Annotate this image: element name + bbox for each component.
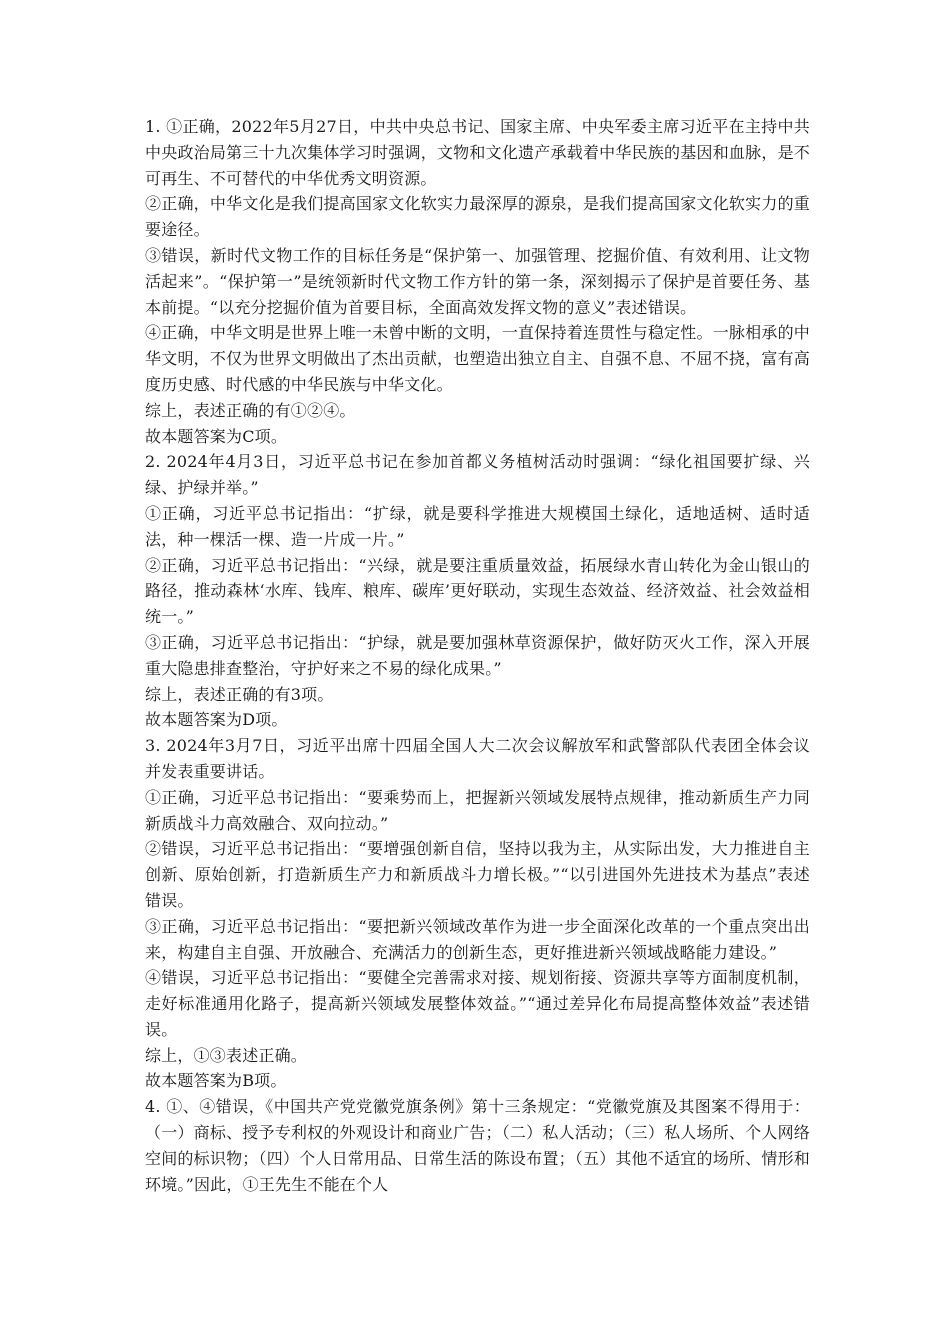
paragraph: ④正确，中华文明是世界上唯一未曾中断的文明，一直保持着连贯性与稳定性。一脉相承的中华文明，不仅为世界文明做出了杰出贡献，也塑造出独立自主、自强不息、不屈不挠，富有高度历史感、时代感的中华民族与中华文化。 — [145, 323, 810, 394]
paragraph: 故本题答案为C项。 — [145, 426, 288, 446]
paragraph: ③错误，新时代文物工作的目标任务是“保护第一、加强管理、挖掘价值、有效利用、让文物活起来”。“保护第一”是统领新时代文物工作方针的第一条，深刻揭示了保护是首要任务、基本前提。“以充分挖掘价值为首要目标，全面高效发挥文物的意义”表述错误。 — [145, 245, 810, 317]
paragraph: 故本题答案为D项。 — [145, 710, 288, 730]
paragraph: 4. ①、④错误，《中国共产党党徽党旗条例》第十三条规定：“党徽党旗及其图案不得用于：（一）商标、授予专利权的外观设计和商业广告；（二）私人活动；（三）私人场所、个人网络空间的标识物；（四）个人日常用品、日常生活的陈设布置；（五）其他不适宜的场所、情形和环境。”因此，①王先生不能在个人 — [145, 1097, 810, 1194]
document-body — [145, 114, 810, 1197]
paragraph: ③正确，习近平总书记指出：“要把新兴领域改革作为进一步全面深化改革的一个重点突出出来，构建自主自强、开放融合、充满活力的创新生态，更好推进新兴领域战略能力建设。” — [145, 916, 810, 962]
paragraph: 综上，表述正确的有①②④。 — [145, 400, 356, 420]
paragraph: 故本题答案为B项。 — [145, 1071, 287, 1091]
paragraph: ②错误，习近平总书记指出：“要增强创新自信，坚持以我为主，从实际出发，大力推进自主创新、原始创新，打造新质生产力和新质战斗力增长极。”“以引进国外先进技术为基点”表述错误。 — [145, 839, 810, 910]
paragraph: ①正确，习近平总书记指出：“扩绿，就是要科学推进大规模国土绿化，适地适树、适时适法，种一棵活一棵、造一片成一片。” — [145, 503, 810, 549]
paragraph: ④错误，习近平总书记指出：“要健全完善需求对接、规划衔接、资源共享等方面制度机制，走好标准通用化路子，提高新兴领域发展整体效益。”“通过差异化布局提高整体效益”表述错误。 — [145, 968, 810, 1039]
paragraph: 2. 2024年4月3日，习近平总书记在参加首都义务植树活动时强调：“绿化祖国要扩绿、兴绿、护绿并举。” — [145, 452, 810, 498]
paragraph: 综上，表述正确的有3项。 — [145, 684, 334, 704]
paragraph: ②正确，中华文化是我们提高国家文化软实力最深厚的源泉，是我们提高国家文化软实力的重要途径。 — [145, 194, 810, 240]
paragraph: ①正确，习近平总书记指出：“要乘势而上，把握新兴领域发展特点规律，推动新质生产力同新质战斗力高效融合、双向拉动。” — [145, 787, 810, 833]
paragraph: 综上，①③表述正确。 — [145, 1045, 308, 1065]
paragraph: 1. ①正确，2022年5月27日，中共中央总书记、国家主席、中央军委主席习近平在主持中共中央政治局第三十九次集体学习时强调，文物和文化遗产承载着中华民族的基因和血脉，是不可再生、不可替代的中华优秀文明资源。 — [145, 117, 810, 188]
paragraph: ②正确，习近平总书记指出：“兴绿，就是要注重质量效益，拓展绿水青山转化为金山银山的路径，推动森林‘水库、钱库、粮库、碳库’更好联动，实现生态效益、经济效益、社会效益相统一。” — [145, 555, 810, 627]
paragraph: 3. 2024年3月7日，习近平出席十四届全国人大二次会议解放军和武警部队代表团全体会议并发表重要讲话。 — [145, 736, 810, 781]
paragraph: ③正确，习近平总书记指出：“护绿，就是要加强林草资源保护，做好防灭火工作，深入开展重大隐患排查整治，守护好来之不易的绿化成果。” — [145, 632, 810, 678]
